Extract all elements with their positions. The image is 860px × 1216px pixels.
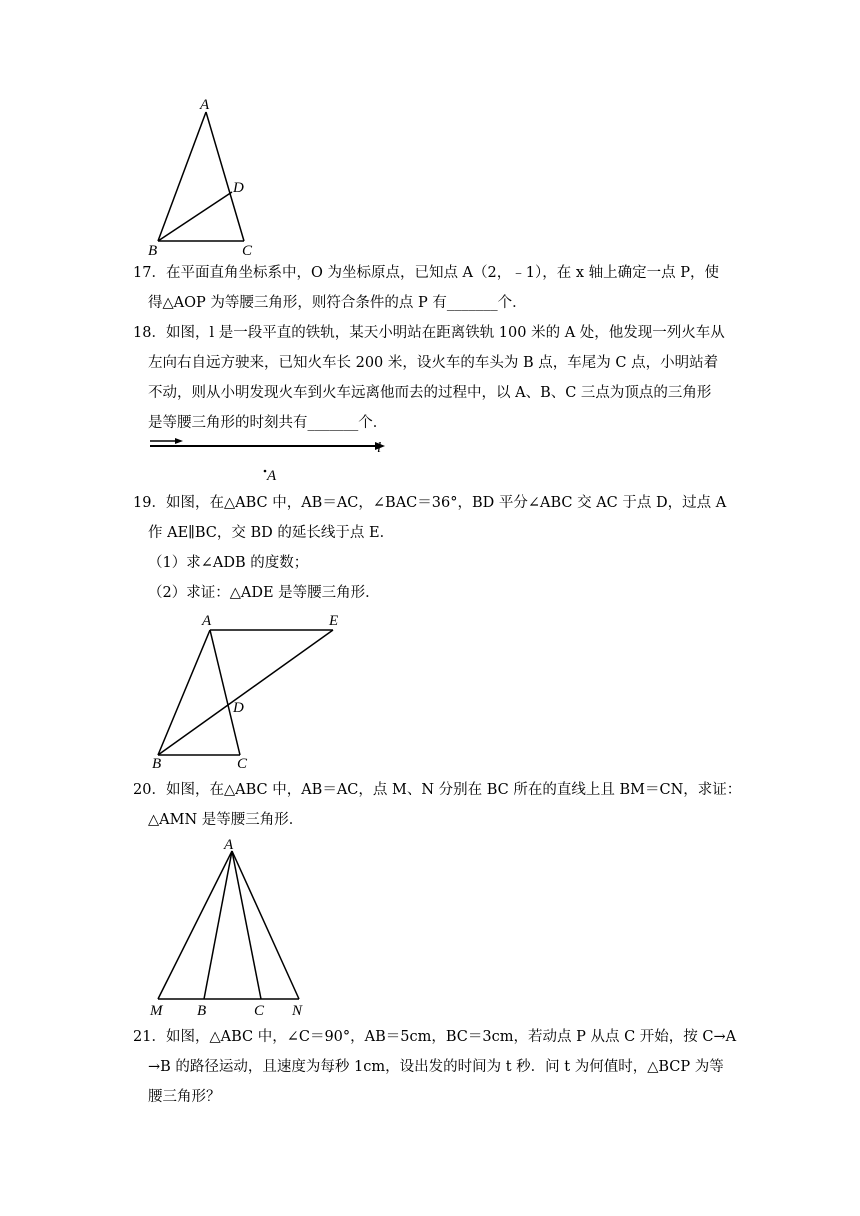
q20-line-2: △AMN 是等腰三角形． — [148, 812, 304, 828]
point-a-dot — [264, 470, 267, 473]
label-c: C — [237, 756, 248, 772]
q21-line-2: →B 的路径运动，且速度为每秒 1cm，设出发的时间为 t 秒．问 t 为何值时，△BCP 为等 — [148, 1059, 724, 1075]
label-point-a: A — [267, 468, 277, 484]
label-a: A — [224, 837, 234, 853]
q21-line-1: 21．如图，△ABC 中，∠C＝90°，AB＝5cm，BC＝3cm，若动点 P 从点 C 开始，按 C→A — [133, 1029, 737, 1045]
label-n: N — [292, 1003, 303, 1019]
q18-line-1: 18．如图，l 是一段平直的铁轨，某天小明站在距离铁轨 100 米的 A 处，他发现一列火车从 — [133, 325, 725, 341]
label-m: M — [150, 1003, 163, 1019]
figure-railway — [145, 434, 395, 484]
label-a: A — [200, 97, 210, 113]
figure-triangle-abd — [140, 95, 270, 260]
q18-line-3: 不动，则从小明发现火车到火车远离他而去的过程中，以 A、B、C 三点为顶点的三角形 — [148, 385, 712, 401]
q17-line-1: 17．在平面直角坐标系中，O 为坐标原点，已知点 A（2，﹣1），在 x 轴上确定一点 P，使 — [133, 265, 719, 281]
q21-line-3: 腰三角形？ — [148, 1089, 221, 1105]
label-a: A — [202, 613, 212, 629]
label-b: B — [152, 756, 162, 772]
label-b: B — [148, 243, 158, 259]
q17-line-2: 得△AOP 为等腰三角形，则符合条件的点 P 有_______个． — [148, 295, 527, 311]
label-l: l — [377, 440, 382, 456]
q18-line-2: 左向右自远方驶来，已知火车长 200 米，设火车的车头为 B 点，车尾为 C 点，小明站着 — [148, 355, 719, 371]
q19-part-1: （1）求∠ADB 的度数； — [148, 555, 309, 571]
q19-part-2: （2）求证：△ADE 是等腰三角形． — [148, 585, 380, 601]
q18-line-4: 是等腰三角形的时刻共有_______个． — [148, 415, 388, 431]
q20-line-1: 20．如图，在△ABC 中，AB＝AC，点 M、N 分别在 BC 所在的直线上且 BM＝CN，求证： — [133, 782, 742, 798]
label-e: E — [329, 613, 339, 629]
label-d: D — [233, 180, 244, 196]
label-c: C — [242, 243, 253, 259]
label-c: C — [254, 1003, 265, 1019]
q19-line-2: 作 AE∥BC，交 BD 的延长线于点 E． — [148, 525, 395, 541]
figure-triangle-ade — [145, 608, 360, 773]
label-b: B — [197, 1003, 207, 1019]
label-d: D — [233, 700, 244, 716]
q19-line-1: 19．如图，在△ABC 中，AB＝AC，∠BAC＝36°，BD 平分∠ABC 交 AC 于点 D，过点 A — [133, 495, 727, 511]
figure-triangle-amn — [140, 833, 320, 1023]
arrow-head-small — [175, 438, 183, 444]
